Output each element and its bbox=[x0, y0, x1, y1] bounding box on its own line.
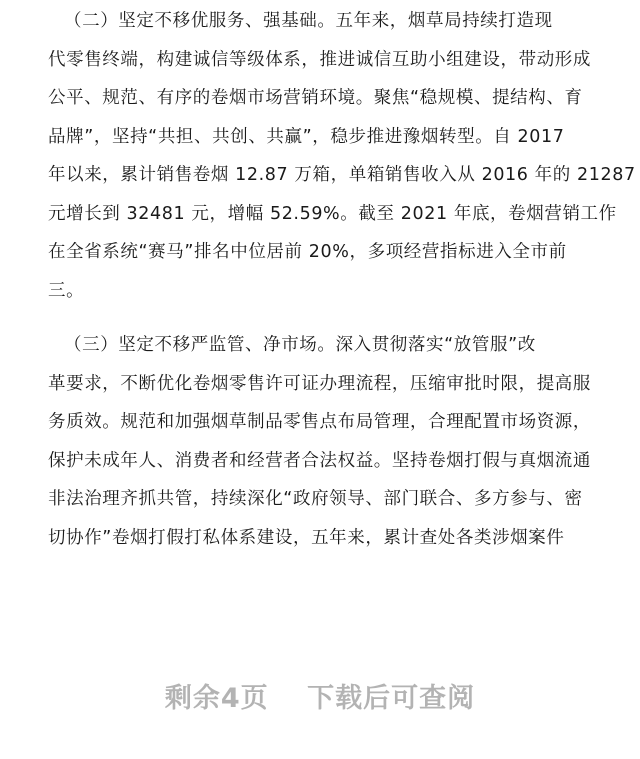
paragraph-line: 革要求，不断优化卷烟零售许可证办理流程，压缩审批时限，提高服 bbox=[48, 373, 591, 394]
paragraph-supervision bbox=[48, 326, 608, 557]
paragraph-line: 品牌”，坚持“共担、共创、共赢”，稳步推进豫烟转型。自 2017 bbox=[48, 126, 565, 147]
paragraph-line: 保护未成年人、消费者和经营者合法权益。坚持卷烟打假与真烟流通 bbox=[48, 450, 591, 471]
paragraph-line: （三）坚定不移严监管、净市场。深入贯彻落实“放管服”改 bbox=[64, 335, 536, 355]
paragraph-line: 三。 bbox=[48, 280, 85, 301]
download-prompt-label: 下载后可查阅 bbox=[307, 683, 476, 714]
remaining-pages-label: 剩余4页 bbox=[164, 683, 269, 714]
download-banner[interactable] bbox=[0, 676, 640, 715]
paragraph-line: 元增长到 32481 元，增幅 52.59%。截至 2021 年底，卷烟营销工作 bbox=[48, 203, 617, 224]
paragraph-line: 务质效。规范和加强烟草制品零售点布局管理，合理配置市场资源， bbox=[48, 412, 591, 432]
paragraph-line: （二）坚定不移优服务、强基础。五年来，烟草局持续打造现 bbox=[64, 11, 553, 31]
paragraph-line: 在全省系统“赛马”排名中位居前 20%，多项经营指标进入全市前 bbox=[48, 242, 567, 262]
paragraph-line: 公平、规范、有序的卷烟市场营销环境。聚焦“稳规模、提结构、育 bbox=[48, 88, 583, 108]
paragraph-services bbox=[48, 2, 636, 310]
paragraph-line: 切协作”卷烟打假打私体系建设，五年来，累计查处各类涉烟案件 bbox=[48, 527, 565, 548]
paragraph-line: 年以来，累计销售卷烟 12.87 万箱，单箱销售收入从 2016 年的 21287 bbox=[48, 165, 636, 185]
paragraph-line: 非法治理齐抓共管，持续深化“政府领导、部门联合、多方参与、密 bbox=[48, 489, 583, 509]
paragraph-line: 代零售终端，构建诚信等级体系，推进诚信互助小组建设，带动形成 bbox=[48, 49, 591, 70]
